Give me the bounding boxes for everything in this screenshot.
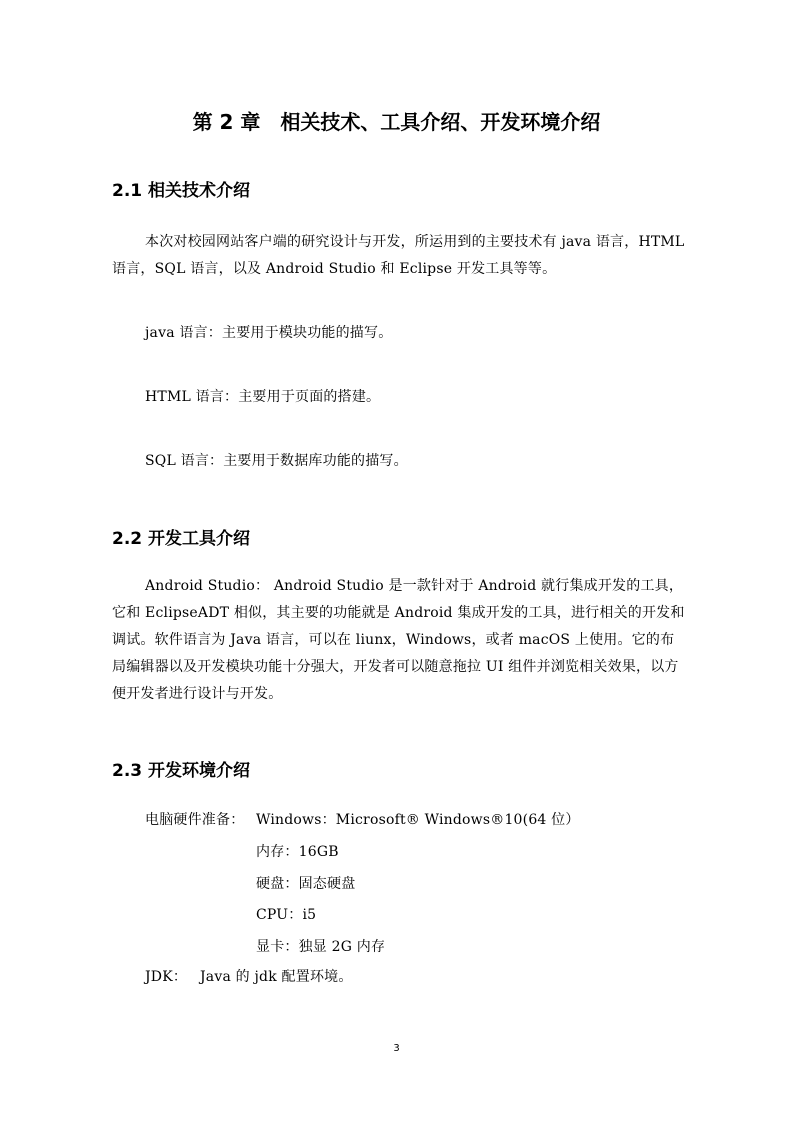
hardware-os: Windows：Microsoft® Windows®10(64 位） — [256, 812, 580, 828]
hardware-label: 电脑硬件准备： — [145, 812, 245, 828]
jdk-value: Java 的 jdk 配置环境。 — [200, 969, 353, 985]
hardware-disk: 硬盘：固态硬盘 — [256, 876, 356, 892]
tech-item-html: HTML 语言：主要用于页面的搭建。 — [145, 389, 381, 405]
section-heading-2-3: 2.3 开发环境介绍 — [112, 761, 251, 781]
tech-item-sql: SQL 语言：主要用于数据库功能的描写。 — [145, 453, 408, 469]
page-number: 3 — [393, 1043, 400, 1054]
section-2-2-paragraph: Android Studio： Android Studio 是一款针对于 Android 就行集成开发的工具，它和 EclipseADT 相似，其主要的功能就是 Android 集成开发的工具，进行相关的开发和调试。软件语言为 Java 语言，可以在 liunx，Windows，或者 macOS 上使用。它的布局编辑器以及开发模块功能十分强大，开发者可以随意拖拉 UI 组件并浏览相关效果，以方便开发者进行设计与开发。 — [112, 578, 685, 702]
section-heading-2-2: 2.2 开发工具介绍 — [112, 529, 251, 549]
hardware-gpu: 显卡：独显 2G 内存 — [256, 939, 386, 955]
hardware-cpu: CPU：i5 — [256, 907, 317, 923]
hardware-memory: 内存：16GB — [256, 844, 339, 860]
chapter-title: 第 2 章 相关技术、工具介绍、开发环境介绍 — [192, 110, 601, 134]
section-heading-2-1: 2.1 相关技术介绍 — [112, 181, 251, 201]
jdk-label: JDK： — [145, 969, 188, 985]
tech-item-java: java 语言：主要用于模块功能的描写。 — [145, 325, 393, 341]
section-2-1-intro: 本次对校园网站客户端的研究设计与开发，所运用到的主要技术有 java 语言，HTML 语言，SQL 语言，以及 Android Studio 和 Eclipse 开发工具等等。 — [112, 234, 685, 277]
